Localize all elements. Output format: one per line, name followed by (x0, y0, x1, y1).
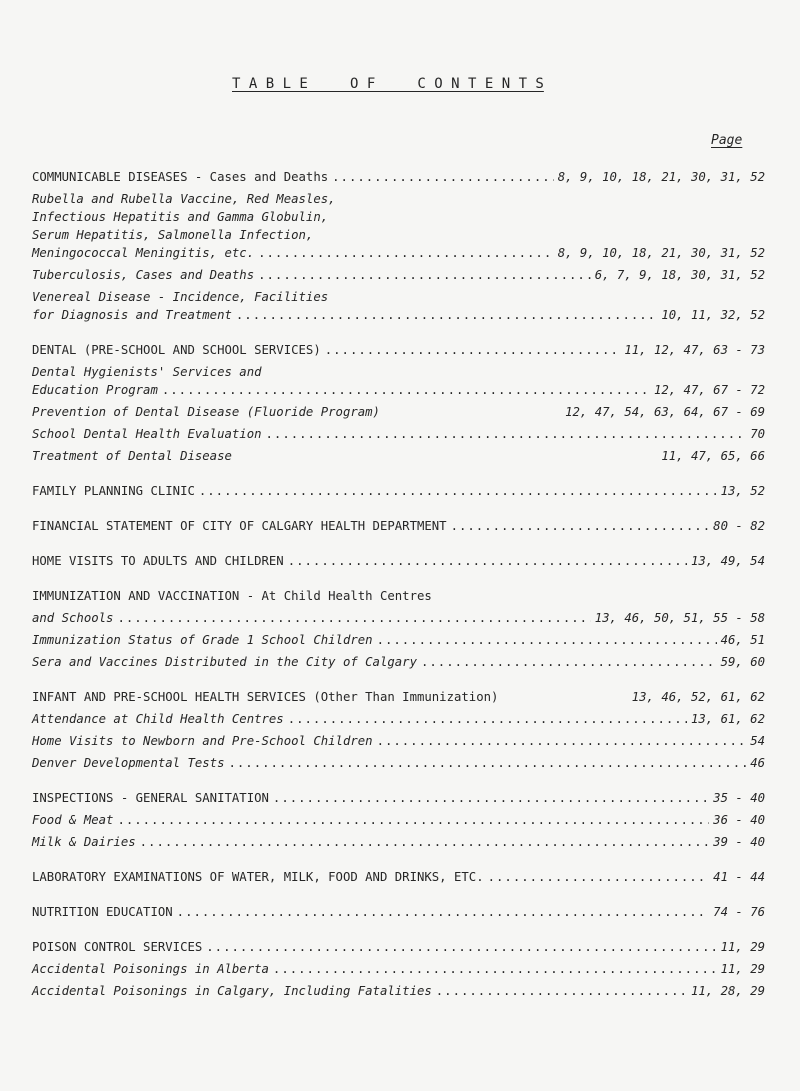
toc-section (32, 938, 765, 1000)
toc-entry-pages: 13, 46, 52, 61, 62 (631, 690, 765, 704)
toc-subentry-row (32, 811, 765, 829)
toc-subentry-row (32, 381, 765, 399)
toc-subentry-label: School Dental Health Evaluation (32, 427, 262, 441)
toc-subentry (32, 363, 765, 399)
toc-subentry-pages: 11, 47, 65, 66 (661, 449, 765, 463)
toc-subentry (32, 425, 765, 443)
dot-leader (377, 631, 717, 649)
toc-section (32, 789, 765, 851)
toc-section (32, 517, 765, 535)
toc-entry-label: FINANCIAL STATEMENT OF CITY OF CALGARY HEALTH DEPARTMENT (32, 519, 447, 533)
toc-subentry-row (32, 960, 765, 978)
dot-leader (162, 381, 650, 399)
page-column-label: Page (711, 133, 743, 148)
toc-entry (32, 482, 765, 500)
toc-subentry-pages: 6, 7, 9, 18, 30, 31, 52 (594, 268, 765, 282)
toc-subentry-pages: 12, 47, 67 - 72 (653, 383, 765, 397)
toc-subentry-line: Rubella and Rubella Vaccine, Red Measles, (32, 192, 336, 206)
toc-entry-label: IMMUNIZATION AND VACCINATION - At Child Health Centres (32, 589, 432, 603)
toc-subentry-label: Denver Developmental Tests (32, 756, 225, 770)
toc-subentry-label: Meningococcal Meningitis, etc. (32, 246, 255, 260)
dot-leader (288, 710, 687, 728)
toc-section (32, 688, 765, 772)
toc-subentry-row (32, 306, 765, 324)
toc-subentry (32, 982, 765, 1000)
toc-entry-label: NUTRITION EDUCATION (32, 905, 173, 919)
toc-entry-label: FAMILY PLANNING CLINIC (32, 484, 195, 498)
toc-section (32, 168, 765, 324)
toc-subentry-row (32, 754, 765, 772)
toc-entry-label: COMMUNICABLE DISEASES - Cases and Deaths (32, 170, 329, 184)
page-title: T A B L E O F C O N T E N T S (232, 76, 544, 92)
toc-subentry-label: Sera and Vaccines Distributed in the City of Calgary (32, 655, 417, 669)
toc-entry-pages: 11, 12, 47, 63 - 73 (624, 343, 765, 357)
toc-entry-pages: 13, 52 (720, 484, 765, 498)
toc-subentry (32, 447, 765, 465)
toc-subentry-label: Accidental Poisonings in Alberta (32, 962, 269, 976)
toc-entry (32, 341, 765, 359)
toc-entry (32, 517, 765, 535)
toc-subentry (32, 288, 765, 324)
toc-subentry-pages: 46, 51 (720, 633, 765, 647)
toc-entry-pages: 13, 49, 54 (690, 554, 765, 568)
toc-subentry-line: Dental Hygienists' Services and (32, 365, 262, 379)
toc-entry-label: INFANT AND PRE-SCHOOL HEALTH SERVICES (Other Than Immunization) (32, 690, 499, 704)
toc-section (32, 587, 765, 671)
toc-subentry-label: for Diagnosis and Treatment (32, 308, 232, 322)
toc-entry (32, 587, 765, 605)
toc-entry (32, 688, 765, 706)
toc-subentry-row (32, 244, 765, 262)
toc-entry (32, 168, 765, 186)
toc-entry-label: LABORATORY EXAMINATIONS OF WATER, MILK, FOOD AND DRINKS, ETC. (32, 870, 484, 884)
toc-subentry (32, 190, 765, 262)
dot-leader (288, 552, 687, 570)
toc-subentry-label: Tuberculosis, Cases and Deaths (32, 268, 255, 282)
toc-subentry (32, 811, 765, 829)
toc-subentry-label: Accidental Poisonings in Calgary, Including Fatalities (32, 984, 432, 998)
toc-subentry (32, 631, 765, 649)
toc-section (32, 482, 765, 500)
toc-entry (32, 552, 765, 570)
dot-leader (332, 168, 554, 186)
toc-subentry-line: Serum Hepatitis, Salmonella Infection, (32, 228, 314, 242)
toc-subentry (32, 710, 765, 728)
toc-subentry (32, 653, 765, 671)
toc-subentry-line: Infectious Hepatitis and Gamma Globulin, (32, 210, 329, 224)
dot-leader (436, 982, 687, 1000)
dot-leader (199, 482, 717, 500)
toc-section (32, 868, 765, 886)
dot-leader (177, 903, 710, 921)
toc-subentry-pages: 46 (750, 756, 765, 770)
table-of-contents (32, 168, 765, 1017)
toc-entry-label: INSPECTIONS - GENERAL SANITATION (32, 791, 269, 805)
toc-subentry-label: Prevention of Dental Disease (Fluoride Program) (32, 405, 380, 419)
toc-subentry-pages: 11, 29 (720, 962, 765, 976)
toc-subentry-pages: 12, 47, 54, 63, 64, 67 - 69 (565, 405, 765, 419)
toc-section (32, 903, 765, 921)
dot-leader (117, 609, 590, 627)
toc-entry-pages: 74 - 76 (713, 905, 765, 919)
toc-subentry-label: Milk & Dairies (32, 835, 136, 849)
toc-subentry-pages: 59, 60 (720, 655, 765, 669)
dot-leader (377, 732, 747, 750)
toc-subentry-label: Home Visits to Newborn and Pre-School Children (32, 734, 373, 748)
dot-leader (258, 244, 554, 262)
toc-subentry (32, 403, 765, 421)
toc-entry (32, 789, 765, 807)
toc-subentry (32, 960, 765, 978)
toc-subentry-pages: 70 (750, 427, 765, 441)
dot-leader (236, 306, 657, 324)
toc-subentry-row (32, 653, 765, 671)
toc-subentry (32, 754, 765, 772)
dot-leader (273, 960, 717, 978)
toc-entry-label: DENTAL (PRE-SCHOOL AND SCHOOL SERVICES) (32, 343, 321, 357)
toc-subentry-pages: 36 - 40 (713, 813, 765, 827)
toc-entry-label: HOME VISITS TO ADULTS AND CHILDREN (32, 554, 284, 568)
dot-leader (258, 266, 591, 284)
toc-subentry (32, 833, 765, 851)
toc-subentry-pages: 8, 9, 10, 18, 21, 30, 31, 52 (557, 246, 765, 260)
toc-subentry-row (32, 732, 765, 750)
toc-subentry (32, 609, 765, 627)
dot-leader (206, 938, 716, 956)
toc-entry (32, 903, 765, 921)
toc-subentry-line: Venereal Disease - Incidence, Facilities (32, 290, 329, 304)
toc-subentry-row (32, 833, 765, 851)
toc-subentry-row (32, 403, 765, 421)
dot-leader (273, 789, 709, 807)
toc-entry-pages: 80 - 82 (713, 519, 765, 533)
dot-leader (229, 754, 747, 772)
toc-subentry-label: Immunization Status of Grade 1 School Children (32, 633, 373, 647)
toc-subentry-pages: 39 - 40 (713, 835, 765, 849)
toc-entry-label: POISON CONTROL SERVICES (32, 940, 203, 954)
toc-subentry-pages: 10, 11, 32, 52 (661, 308, 765, 322)
toc-subentry-row (32, 447, 765, 465)
toc-subentry-label: Education Program (32, 383, 158, 397)
dot-leader (451, 517, 710, 535)
toc-subentry-label: and Schools (32, 611, 114, 625)
toc-subentry-row (32, 609, 765, 627)
dot-leader (140, 833, 710, 851)
toc-subentry-label: Food & Meat (32, 813, 114, 827)
toc-subentry-row (32, 982, 765, 1000)
dot-leader (421, 653, 717, 671)
toc-subentry-row (32, 631, 765, 649)
toc-subentry-pages: 13, 61, 62 (690, 712, 765, 726)
dot-leader (266, 425, 747, 443)
toc-subentry-row (32, 266, 765, 284)
toc-entry-pages: 41 - 44 (713, 870, 765, 884)
toc-subentry-label: Attendance at Child Health Centres (32, 712, 284, 726)
toc-subentry-pages: 13, 46, 50, 51, 55 - 58 (594, 611, 765, 625)
toc-subentry (32, 732, 765, 750)
dot-leader (325, 341, 621, 359)
toc-entry-pages: 8, 9, 10, 18, 21, 30, 31, 52 (557, 170, 765, 184)
toc-section (32, 341, 765, 465)
toc-subentry-pages: 11, 28, 29 (690, 984, 765, 998)
toc-entry (32, 938, 765, 956)
dot-leader (117, 811, 709, 829)
toc-entry-pages: 11, 29 (720, 940, 765, 954)
toc-subentry (32, 266, 765, 284)
toc-subentry-row (32, 425, 765, 443)
dot-leader (488, 868, 710, 886)
toc-subentry-pages: 54 (750, 734, 765, 748)
toc-entry (32, 868, 765, 886)
toc-section (32, 552, 765, 570)
toc-subentry-row (32, 710, 765, 728)
toc-entry-pages: 35 - 40 (713, 791, 765, 805)
toc-subentry-label: Treatment of Dental Disease (32, 449, 232, 463)
